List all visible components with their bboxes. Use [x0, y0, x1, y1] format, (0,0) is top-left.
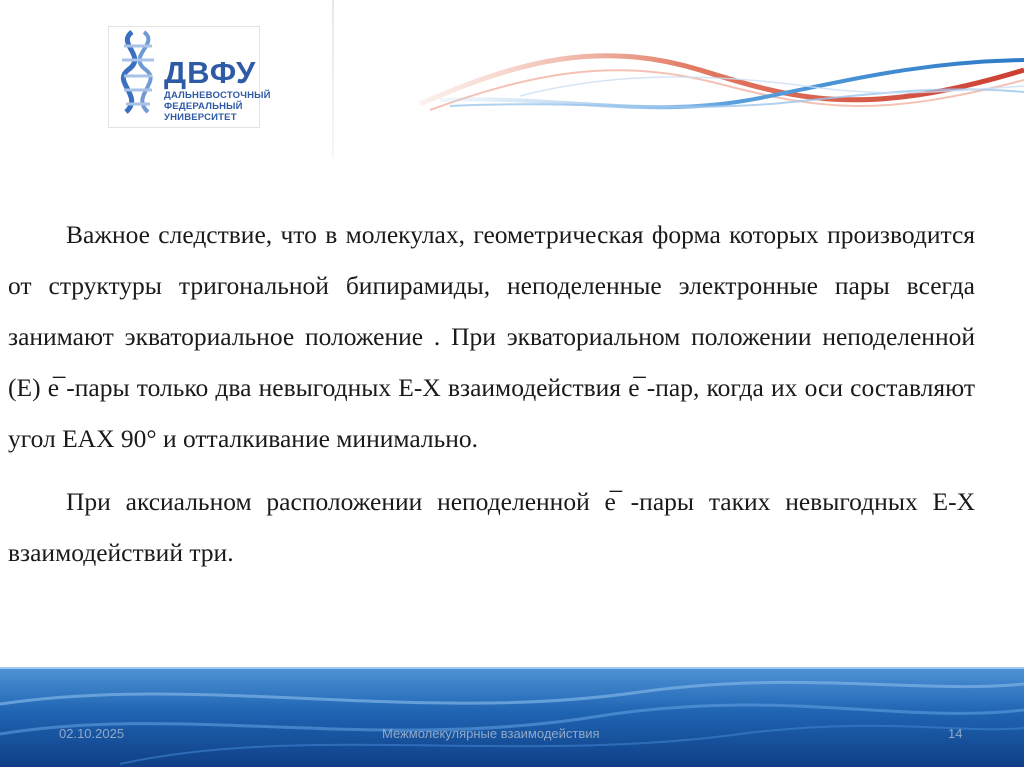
- slide-body: [8, 209, 975, 578]
- logo-line-1: ДАЛЬНЕВОСТОЧНЫЙ: [164, 90, 271, 101]
- footer-title: Межмолекулярные взаимодействия: [382, 726, 600, 741]
- header-divider: [332, 0, 334, 158]
- footer-date: 02.10.2025: [59, 726, 125, 741]
- slide-number: 14: [948, 726, 963, 741]
- paragraph-2: При аксиальном расположении неподеленной е̅ -пары таких невыгодных Е-Х взаимодействий три.: [8, 487, 975, 567]
- paragraph-1: Важное следствие, что в молекулах, геометрическая форма которых производится от структуры тригональной бипирамиды, неподеленные электронные пары всегда занимают экваториальное положение . При экваториальном положении неподеленной (Е) е̅ -пары только два невыгодных Е-Х взаимодействия е̅ -пар, когда их оси составляют угол ЕАХ 90° и отталкивание минимально.: [8, 220, 975, 453]
- footer-wave-background: [0, 664, 1024, 767]
- logo-abbreviation: ДВФУ: [164, 55, 257, 90]
- logo-line-2: ФЕДЕРАЛЬНЫЙ: [164, 101, 243, 112]
- logo-line-3: УНИВЕРСИТЕТ: [164, 112, 237, 123]
